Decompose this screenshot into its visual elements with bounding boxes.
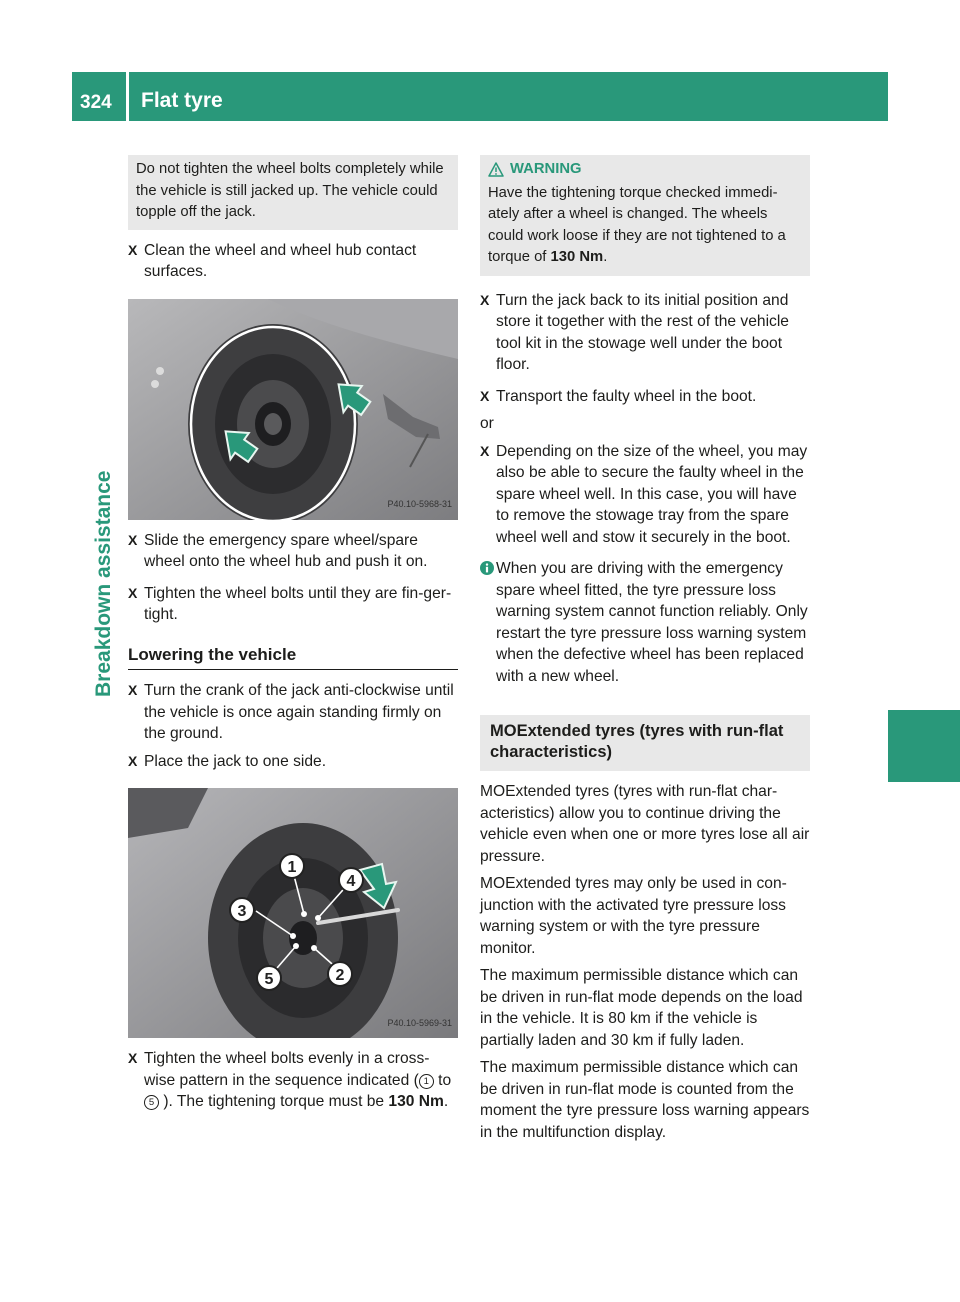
step-slide-wheel: [128, 530, 458, 573]
torque-value: 130 Nm: [388, 1093, 444, 1110]
step-place-jack: [128, 751, 458, 773]
section-title: Flat tyre: [141, 89, 223, 112]
warning-end: .: [603, 249, 608, 265]
moextended-heading: MOExtended tyres (tyres with run-flat characteristics): [480, 715, 810, 771]
step-text: Place the jack to one side.: [144, 752, 327, 770]
step-text: to: [433, 1071, 452, 1089]
step-text: Slide the emergency spare wheel/spare wheel onto the wheel hub and push it on.: [144, 531, 428, 570]
header-divider: [126, 72, 129, 121]
note-box: Do not tighten the wheel bolts completely while the vehicle is still jacked up. The vehicle could topple off the jack.: [128, 155, 458, 230]
step-text: Clean the wheel and wheel hub contact surfaces.: [144, 241, 417, 280]
bolt-sequence-illustration: [128, 788, 458, 1038]
warning-title: WARNING: [510, 161, 582, 177]
step-transport-wheel: [480, 386, 810, 408]
callout-1: 1: [287, 859, 297, 876]
figure-code: P40.10-5968-31: [387, 499, 452, 509]
step-marker: X: [128, 531, 138, 548]
step-secure-wheel: [480, 441, 810, 549]
step-text: Turn the crank of the jack anti-clockwise until the vehicle is once again standing firmly on the ground.: [144, 682, 454, 742]
warning-triangle-icon: [488, 162, 504, 177]
step-text: Turn the jack back to its initial position and store it together with the rest of the vehicle tool kit in the stowage well under the boot floor.: [496, 291, 789, 373]
warning-torque: 130 Nm: [550, 249, 604, 265]
step-marker: X: [128, 584, 138, 601]
callout-4: 4: [346, 873, 356, 890]
step-text: Tighten the wheel bolts evenly in a cross-wise pattern in the sequence indicated (: [144, 1050, 430, 1089]
step-text: Depending on the size of the wheel, you may also be able to secure the faulty wheel in the spare wheel well. In this case, you will have to remove the stowage tray from the spare wheel well and stow it securely in the boot.: [496, 442, 808, 546]
info-text: When you are driving with the emergency spare wheel fitted, the tyre pressure loss warning system cannot function reliably. Only restart the tyre pressure loss warning system when the defective wheel has been replaced with a new wheel.: [496, 560, 808, 685]
callout-3: 3: [237, 903, 247, 920]
step-tighten-crosswise: [128, 1048, 458, 1113]
paragraph: MOExtended tyres (tyres with run-flat char-acteristics) allow you to continue driving the vehicle even when one or more tyres lose all air pressure.: [480, 783, 810, 865]
paragraph: MOExtended tyres may only be used in con-junction with the activated tyre pressure loss warning system or with the tyre pressure monitor.: [480, 875, 787, 957]
callout-ref-1: 1: [419, 1074, 434, 1089]
step-marker: X: [128, 752, 138, 769]
side-tab-marker: [888, 710, 960, 782]
spare-wheel-illustration: [128, 299, 458, 520]
callout-ref-5: 5: [144, 1095, 159, 1110]
step-turn-crank: [128, 680, 458, 745]
step-marker: X: [480, 442, 490, 459]
step-text: .: [443, 1093, 449, 1110]
step-text: Transport the faulty wheel in the boot.: [496, 387, 757, 405]
step-text: ). The tightening torque must be: [159, 1093, 389, 1110]
or-text: or: [480, 415, 494, 432]
step-marker: X: [128, 682, 138, 698]
step-marker: X: [128, 1050, 138, 1066]
step-marker: X: [480, 387, 490, 404]
warning-heading: [488, 159, 802, 181]
side-tab-label: Breakdown assistance: [92, 470, 115, 697]
warning-text: [488, 183, 802, 269]
figure-code: P40.10-5969-31: [387, 1017, 452, 1028]
step-marker: X: [128, 241, 138, 258]
paragraph: The maximum permissible distance which can be driven in run-flat mode is counted from the moment the tyre pressure loss warning appears in the multifunction display.: [480, 1059, 810, 1141]
page-number: 324: [80, 92, 112, 113]
callout-5: 5: [264, 971, 274, 988]
right-column: [480, 155, 810, 1143]
paragraph: The maximum permissible distance which can be driven in run-flat mode depends on the load in the vehicle. It is 80 km if the vehicle is partially laden and 30 km if fully laden.: [480, 967, 803, 1049]
callout-2: 2: [335, 967, 345, 984]
step-tighten-finger: [128, 583, 458, 626]
left-column: [128, 155, 458, 1113]
step-text: Tighten the wheel bolts until they are fin-ger-tight.: [144, 584, 452, 623]
step-clean-wheel: [128, 240, 458, 283]
subheading-lowering: Lowering the vehicle: [128, 644, 458, 671]
info-note: [480, 558, 810, 687]
header-bar: [72, 72, 888, 121]
step-marker: X: [480, 291, 490, 308]
info-icon: [480, 561, 494, 575]
warning-box: [480, 155, 810, 276]
figure-spare-wheel-mount: [128, 299, 458, 520]
warning-body: Have the tightening torque checked immedi-ately after a wheel is changed. The wheels could work loose if they are not tightened to a torque of: [488, 184, 786, 265]
step-turn-jack-back: [480, 290, 810, 376]
figure-bolt-sequence: [128, 788, 458, 1038]
